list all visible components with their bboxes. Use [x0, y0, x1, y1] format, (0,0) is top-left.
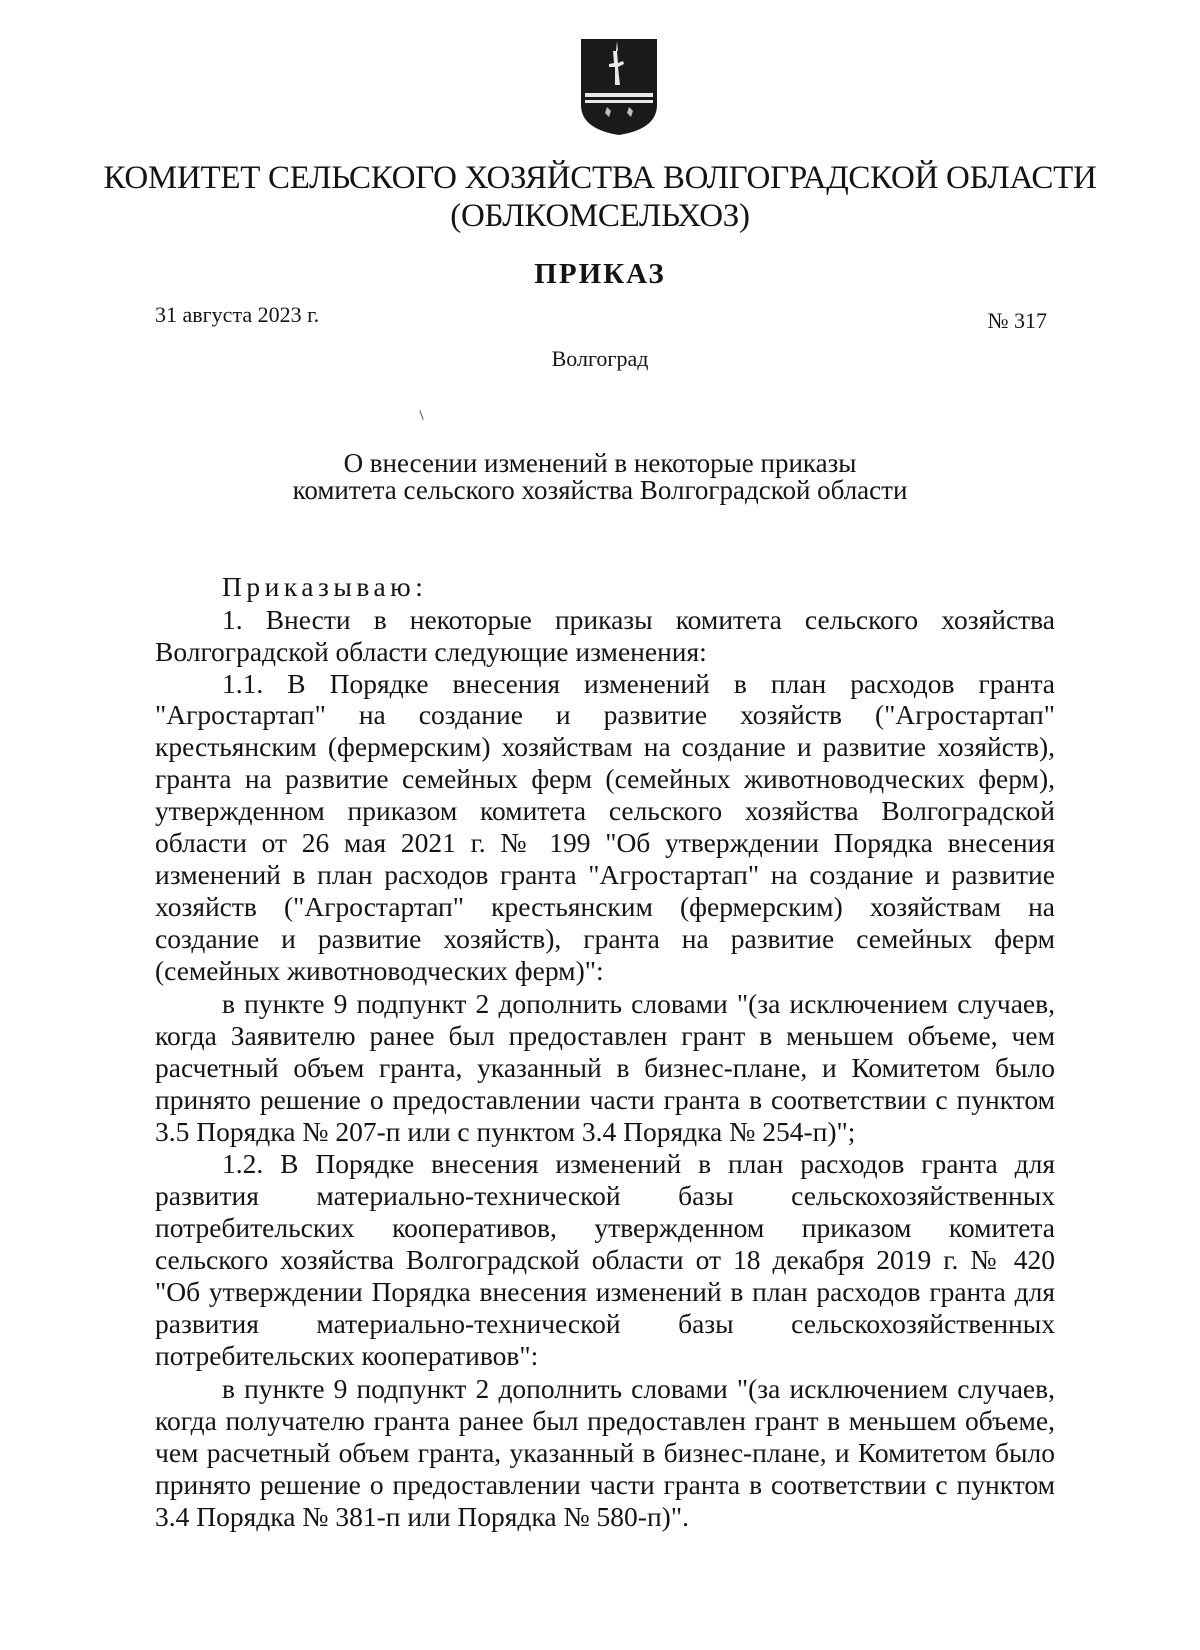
- document-date: 31 августа 2023 г.: [155, 302, 320, 327]
- order-paragraph-line: хозяйств ("Агростартап" крестьянским (фермерским) хозяйствам на: [155, 891, 1055, 922]
- order-paragraph-line: создание и развитие хозяйств), гранта на развитие семейных ферм: [155, 923, 1055, 954]
- order-paragraph-line: в пункте 9 подпункт 2 дополнить словами "(за исключением случаев,: [222, 1373, 1055, 1404]
- order-paragraph-line: области от 26 мая 2021 г. № 199 "Об утверждении Порядка внесения: [155, 827, 1055, 858]
- order-paragraph-line: 1.2. В Порядке внесения изменений в план расходов гранта для: [222, 1148, 1055, 1179]
- coat-of-arms-icon: [579, 37, 659, 137]
- order-paragraph-line: Волгоградской области следующие изменения:: [155, 636, 707, 667]
- org-short-name: (ОБЛКОМСЕЛЬХОЗ): [450, 198, 750, 234]
- order-preamble: Приказываю:: [222, 571, 428, 602]
- document-city: Волгоград: [551, 346, 649, 371]
- order-paragraph-line: 3.4 Порядка № 381-п или Порядка № 580-п)".: [155, 1501, 689, 1532]
- order-paragraph-line: крестьянским (фермерским) хозяйствам на создание и развитие хозяйств),: [155, 731, 1055, 762]
- order-paragraph-line: гранта на развитие семейных ферм (семейных животноводческих ферм),: [155, 763, 1055, 794]
- document-number: № 317: [987, 308, 1047, 333]
- order-paragraph-line: утвержденном приказом комитета сельского хозяйства Волгоградской: [155, 795, 1055, 826]
- order-paragraph-line: (семейных животноводческих ферм)":: [155, 955, 604, 986]
- document-type-title: ПРИКАЗ: [534, 258, 666, 290]
- order-paragraph-line: когда получателю гранта ранее был предоставлен грант в меньшем объеме,: [155, 1405, 1055, 1436]
- order-paragraph-line: изменений в план расходов гранта "Агростартап" на создание и развитие: [155, 859, 1055, 890]
- order-paragraph-line: сельского хозяйства Волгоградской области от 18 декабря 2019 г. № 420: [155, 1244, 1055, 1275]
- order-paragraph-line: 1. Внести в некоторые приказы комитета сельского хозяйства: [222, 604, 1055, 635]
- order-paragraph-line: принято решение о предоставлении части гранта в соответствии с пунктом: [155, 1469, 1055, 1500]
- subject-line: О внесении изменений в некоторые приказы: [343, 448, 857, 478]
- order-paragraph-line: принято решение о предоставлении части гранта в соответствии с пунктом: [155, 1084, 1055, 1115]
- org-name: КОМИТЕТ СЕЛЬСКОГО ХОЗЯЙСТВА ВОЛГОГРАДСКОЙ ОБЛАСТИ: [103, 160, 1097, 196]
- order-paragraph-line: потребительских кооперативов":: [155, 1340, 539, 1371]
- order-paragraph-line: развития материально-технической базы сельскохозяйственных: [155, 1308, 1055, 1339]
- order-paragraph-line: развития материально-технической базы сельскохозяйственных: [155, 1180, 1055, 1211]
- order-paragraph-line: "Агростартап" на создание и развитие хозяйств ("Агростартап": [155, 699, 1055, 730]
- order-paragraph-line: "Об утверждении Порядка внесения изменений в план расходов гранта для: [155, 1276, 1055, 1307]
- subject-line: комитета сельского хозяйства Волгоградской области: [292, 475, 908, 505]
- order-paragraph-line: 1.1. В Порядке внесения изменений в план расходов гранта: [222, 668, 1055, 699]
- order-paragraph-line: потребительских кооперативов, утвержденном приказом комитета: [155, 1212, 1055, 1243]
- order-paragraph-line: 3.5 Порядка № 207-п или с пунктом 3.4 Порядка № 254-п)";: [155, 1116, 856, 1147]
- order-paragraph-line: расчетный объем гранта, указанный в бизнес-плане, и Комитетом было: [155, 1052, 1055, 1083]
- scan-mark: [419, 410, 423, 420]
- order-paragraph-line: когда Заявителю ранее был предоставлен грант в меньшем объеме, чем: [155, 1020, 1055, 1051]
- order-paragraph-line: в пункте 9 подпункт 2 дополнить словами "(за исключением случаев,: [222, 988, 1055, 1019]
- order-paragraph-line: чем расчетный объем гранта, указанный в бизнес-плане, и Комитетом было: [155, 1437, 1055, 1468]
